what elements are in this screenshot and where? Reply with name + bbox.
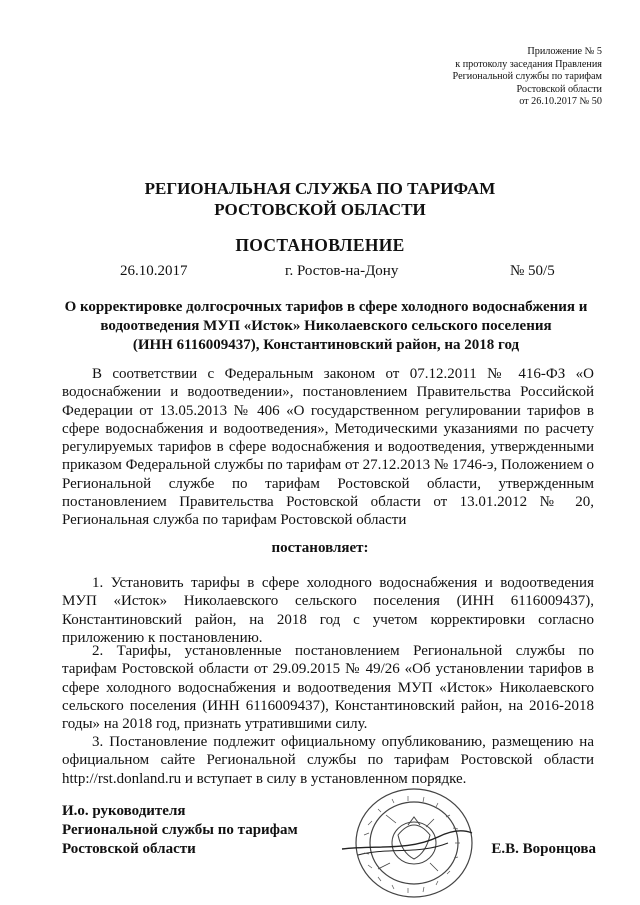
document-type: ПОСТАНОВЛЕНИЕ — [235, 235, 405, 255]
decree-item: 3. Постановление подлежит официальному опубликованию, размещению на официальном сайте Региональной службы по тарифам Ростовской области http://rst.donland.ru и вступает в силу в установленном порядке. — [62, 734, 594, 787]
annex-line: Региональной службы по тарифам — [452, 71, 602, 83]
signatory-position: И.о. руководителя — [62, 803, 186, 819]
decree-item: 2. Тарифы, установленные постановлением Региональной службы по тарифам Ростовской области от 29.09.2015 № 49/26 «Об установлении тарифов в сфере холодного водоснабжения и водоотведения МУП «Исток» Николаевского сельского поселения (ИНН 6116009437), Константиновский район, на 2016-2018 годы» на 2018 год, признать утратившими силу. — [62, 643, 594, 733]
official-seal-icon — [338, 785, 476, 899]
title-line: (ИНН 6116009437), Константиновский район, на 2018 год — [132, 337, 520, 353]
organization-name — [0, 178, 640, 220]
document-title — [58, 298, 594, 355]
org-line: РОСТОВСКОЙ ОБЛАСТИ — [214, 200, 426, 219]
document-number: № 50/5 — [510, 263, 555, 279]
annex-line: от 26.10.2017 № 50 — [519, 96, 602, 108]
document-city: г. Ростов-на-Дону — [285, 263, 399, 279]
title-line: О корректировке долгосрочных тарифов в сфере холодного водоснабжения и — [64, 299, 588, 315]
decree-item: 1. Установить тарифы в сфере холодного водоснабжения и водоотведения МУП «Исток» Николаевского сельского поселения (ИНН 6116009437), Константиновский район, на 2018 год с учетом корректировки согласно приложению к постановлению. — [62, 575, 594, 646]
annex-line: к протоколу заседания Правления — [455, 58, 602, 70]
annex-reference — [453, 46, 602, 109]
title-line: водоотведения МУП «Исток» Николаевского сельского поселения — [100, 318, 552, 334]
signer-name: Е.В. Воронцова — [491, 841, 596, 857]
signature-block — [62, 802, 298, 860]
document-date: 26.10.2017 — [120, 263, 188, 279]
decree-word: постановляет: — [271, 540, 369, 556]
annex-line: Приложение № 5 — [527, 46, 602, 57]
annex-line: Ростовской области — [516, 83, 602, 95]
signatory-position: Региональной службы по тарифам — [62, 822, 298, 839]
org-line: РЕГИОНАЛЬНАЯ СЛУЖБА ПО ТАРИФАМ — [144, 179, 496, 198]
signatory-position: Ростовской области — [62, 841, 196, 858]
preamble-paragraph: В соответствии с Федеральным законом от 07.12.2011 № 416-ФЗ «О водоснабжении и водоотведении», постановлением Правительства Российской Федерации от 13.05.2013 № 406 «О государственном регулировании тарифов в сфере водоснабжения и водоотведения», Методическими указаниями по расчету регулируемых тарифов в сфере водоснабжения и водоотведения, утвержденными приказом Федеральной службы по тарифам от 27.12.2013 № 1746-э, Положением о Региональной службе по тарифам Ростовской области, утвержденным постановлением Правительства Ростовской области от 13.01.2012 № 20, Региональная служба по тарифам Ростовской области — [62, 366, 594, 529]
